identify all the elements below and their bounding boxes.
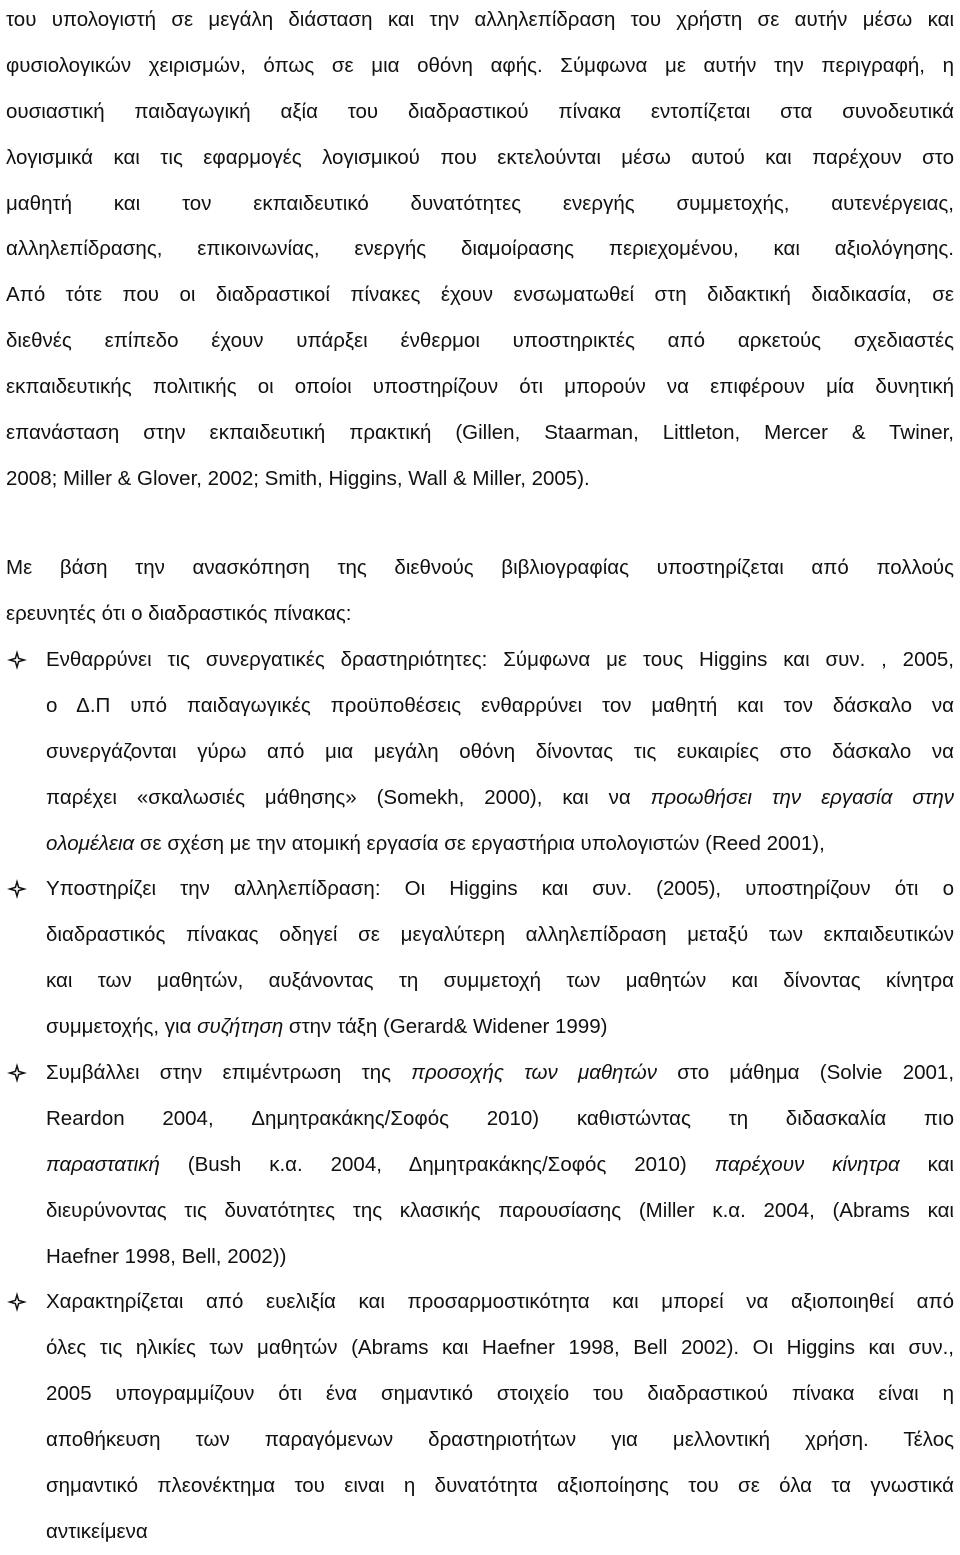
diamond-star-bullet-icon: [6, 866, 30, 912]
diamond-star-bullet-icon: [6, 1279, 30, 1325]
diamond-star-bullet-icon: [6, 637, 30, 683]
text-line: [46, 1004, 954, 1050]
text-line: [46, 821, 954, 867]
italic-text: προωθήσει την εργασία στην: [650, 785, 954, 809]
text-line: [46, 729, 954, 775]
text-line: [46, 958, 954, 1004]
text-line: [46, 1234, 954, 1280]
list-item: [6, 866, 954, 1050]
text-line: ερευνητές ότι ο διαδραστικός πίνακας:: [6, 601, 352, 625]
list-item: [6, 1050, 954, 1279]
text-line: εκπαιδευτικής πολιτικής οι οποίοι υποστηρίζουν ότι μπορούν να επιφέρουν μία δυνητική: [6, 375, 954, 399]
text-line: του υπολογιστή σε μεγάλη διάσταση και την αλληλεπίδραση του χρήστη σε αυτήν μέσω και: [6, 8, 954, 31]
text-line: [46, 1188, 954, 1234]
italic-text: παρέχουν κίνητρα: [714, 1152, 900, 1176]
text-line: ουσιαστική παιδαγωγική αξία του διαδραστικού πίνακα εντοπίζεται στα συνοδευτικά: [6, 99, 954, 123]
text-segment: και: [899, 1152, 954, 1176]
text-segment: Reardon 2004, Δημητρακάκης/Σοφός 2010) καθιστώντας τη διδασκαλία πιο: [46, 1106, 954, 1130]
text-line: [46, 1325, 954, 1371]
text-segment: ο Δ.Π υπό παιδαγωγικές προϋποθέσεις ενθαρρύνει τον μαθητή και τον δάσκαλο να: [46, 693, 954, 717]
text-segment: Υποστηρίζει την αλληλεπίδραση: Οι Higgins και συν. (2005), υποστηρίζουν ότι ο: [46, 877, 954, 901]
text-segment: όλες τις ηλικίες των μαθητών (Abrams και Haefner 1998, Bell 2002). Οι Higgins και συν.,: [46, 1336, 954, 1360]
text-line: Με βάση την ανασκόπηση της διεθνούς βιβλιογραφίας υποστηρίζεται από πολλούς: [6, 556, 954, 579]
text-line: [46, 637, 954, 683]
text-line: [46, 1142, 954, 1188]
italic-text: παραστατική: [46, 1152, 160, 1176]
text-segment: Ενθαρρύνει τις συνεργατικές δραστηριότητες: Σύμφωνα με τους Higgins και συν. , 2005,: [46, 648, 954, 671]
text-line: [46, 683, 954, 729]
text-line: Από τότε που οι διαδραστικοί πίνακες έχουν ενσωματωθεί στη διδακτική διαδικασία, σε: [6, 283, 954, 307]
text-line: φυσιολογικών χειρισμών, όπως σε μια οθόνη αφής. Σύμφωνα με αυτήν την περιγραφή, η: [6, 53, 954, 77]
text-segment: 2005 υπογραμμίζουν ότι ένα σημαντικό στοιχείο του διαδραστικού πίνακα είναι η: [46, 1382, 954, 1406]
list-item: [6, 1279, 954, 1554]
text-segment: Συμβάλλει στην επιμέντρωση της: [46, 1061, 412, 1085]
text-line: [46, 1050, 954, 1096]
review-paragraph: [6, 545, 954, 637]
text-segment: σημαντικό πλεονέκτημα του ειναι η δυνατότητα αξιοποίησης του σε όλα τα γνωστικά: [46, 1474, 954, 1498]
text-line: [46, 912, 954, 958]
advantages-bullet-list: [6, 637, 954, 1555]
text-segment: συμμετοχής, για: [46, 1015, 198, 1039]
italic-text: συζήτηση: [197, 1015, 284, 1039]
text-line: [46, 1509, 954, 1555]
text-segment: και των μαθητών, αυξάνοντας τη συμμετοχή των μαθητών και δίνοντας κίνητρα: [46, 969, 954, 993]
text-line: [46, 1096, 954, 1142]
text-segment: διαδραστικός πίνακας οδηγεί σε μεγαλύτερη αλληλεπίδραση μεταξύ των εκπαιδευτικών: [46, 923, 954, 947]
diamond-star-bullet-icon: [6, 1050, 30, 1096]
text-segment: Χαρακτηρίζεται από ευελιξία και προσαρμοστικότητα και μπορεί να αξιοποιηθεί από: [46, 1290, 954, 1314]
text-line: [46, 775, 954, 821]
intro-paragraph: [6, 0, 954, 502]
text-line: επανάσταση στην εκπαιδευτική πρακτική (Gillen, Staarman, Littleton, Mercer & Twiner,: [6, 421, 954, 445]
text-line: [46, 866, 954, 912]
text-line: 2008; Miller & Glover, 2002; Smith, Higgins, Wall & Miller, 2005).: [6, 466, 590, 490]
text-line: αλληλεπίδρασης, επικοινωνίας, ενεργής διαμοίρασης περιεχομένου, και αξιολόγησης.: [6, 237, 954, 261]
text-segment: παρέχει «σκαλωσιές μάθησης» (Somekh, 2000), και να: [46, 785, 651, 809]
text-line: [46, 1371, 954, 1417]
italic-text: ολομέλεια: [46, 831, 135, 855]
text-segment: Haefner 1998, Bell, 2002)): [46, 1244, 287, 1268]
text-segment: διευρύνοντας τις δυνατότητες της κλασικής παρουσίασης (Miller κ.α. 2004, (Abrams και: [46, 1198, 954, 1222]
text-line: λογισμικά και τις εφαρμογές λογισμικού που εκτελούνται μέσω αυτού και παρέχουν στο: [6, 145, 954, 169]
list-item: [6, 637, 954, 866]
text-line: [46, 1417, 954, 1463]
text-segment: (Bush κ.α. 2004, Δημητρακάκης/Σοφός 2010): [159, 1152, 715, 1176]
text-segment: στο μάθημα (Solvie 2001,: [657, 1061, 954, 1085]
text-segment: αντικείμενα: [46, 1519, 148, 1543]
text-line: διεθνές επίπεδο έχουν υπάρξει ένθερμοι υποστηρικτές από αρκετούς σχεδιαστές: [6, 329, 954, 353]
text-segment: σε σχέση με την ατομική εργασία σε εργαστήρια υπολογιστών (Reed 2001),: [134, 831, 825, 855]
text-segment: συνεργάζονται γύρω από μια μεγάλη οθόνη δίνοντας τις ευκαιρίες στο δάσκαλο να: [46, 739, 954, 763]
italic-text: προσοχής των μαθητών: [411, 1061, 657, 1085]
text-line: [46, 1463, 954, 1509]
text-segment: αποθήκευση των παραγόμενων δραστηριοτήτων για μελλοντική χρήση. Τέλος: [46, 1428, 954, 1452]
text-segment: στην τάξη (Gerard& Widener 1999): [283, 1015, 608, 1039]
text-line: [46, 1279, 954, 1325]
text-line: μαθητή και τον εκπαιδευτικό δυνατότητες ενεργής συμμετοχής, αυτενέργειας,: [6, 191, 954, 215]
